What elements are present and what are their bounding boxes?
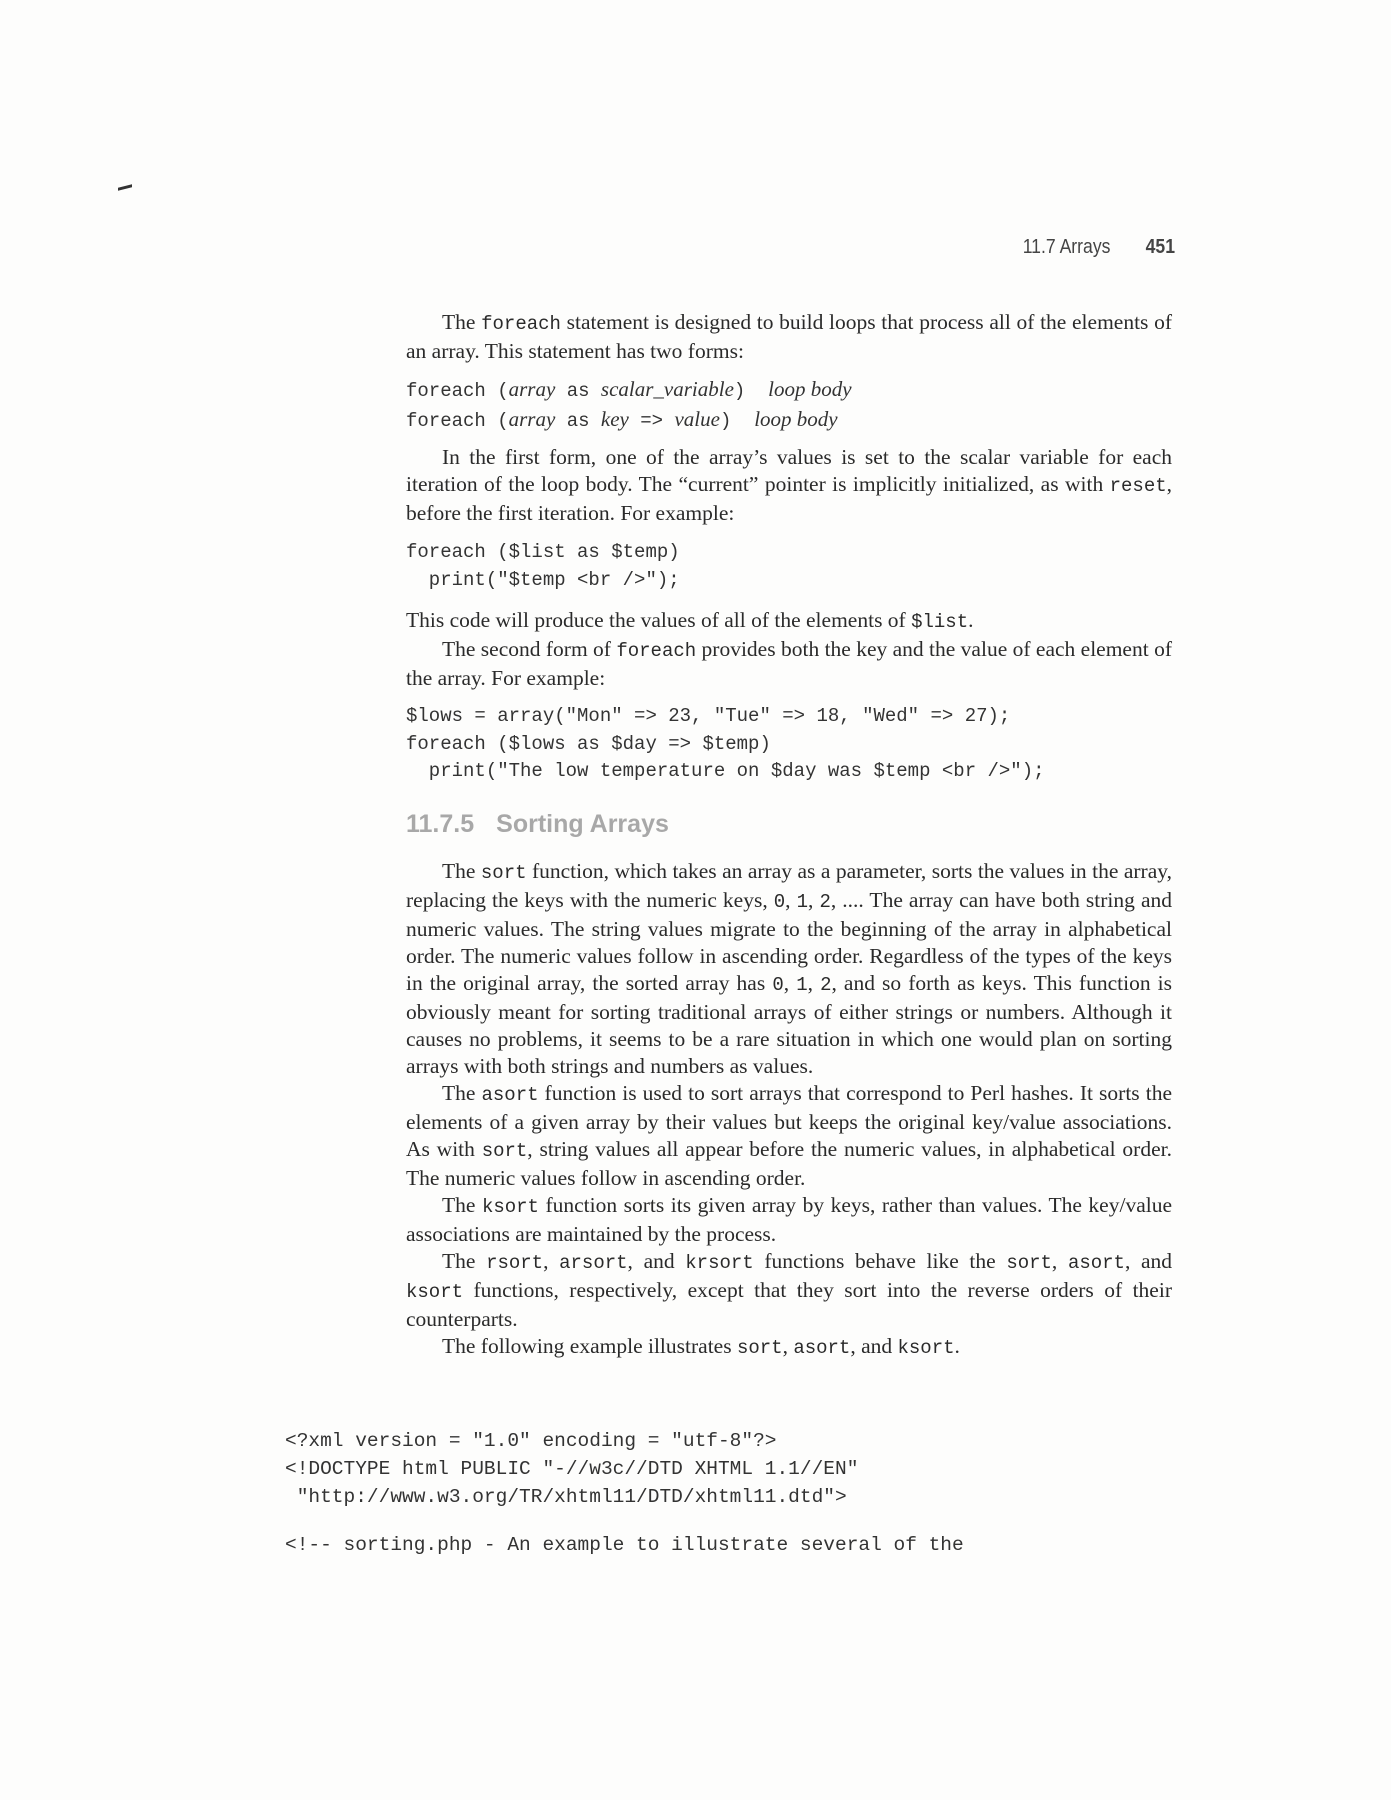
paragraph — [406, 1248, 1172, 1333]
text-run: => — [628, 409, 675, 432]
text-run: In the first form, one of the array’s values is set to the scalar variable for each iteration of the loop body. The “current” pointer is implicitly initialized, as with — [406, 445, 1172, 496]
inline-code: 0 — [772, 974, 784, 996]
inline-code: $list — [911, 611, 969, 633]
text-run: "http://www.w3.org/TR/xhtml11/DTD/xhtml11.dtd"> — [285, 1486, 847, 1508]
paragraph — [406, 1333, 1172, 1362]
text-run: , string values all appear before the numeric values, in alphabetical order. The numeric values follow in ascending order. — [406, 1137, 1172, 1190]
paragraph — [406, 636, 1172, 692]
inline-code: asort — [481, 1084, 539, 1106]
code-line — [406, 731, 1045, 759]
code-example-1 — [406, 539, 680, 594]
text-run: <!-- sorting.php - An example to illustrate several of the — [285, 1533, 964, 1556]
italic-text: value — [674, 406, 720, 431]
text-run: function, which takes an array as a parameter, sorts the values in the array, replacing the keys with the numeric keys, — [406, 859, 1172, 912]
inline-code: sort — [481, 1140, 528, 1162]
text-run: The — [442, 310, 482, 334]
inline-code: reset — [1109, 475, 1167, 497]
text-run: , and — [627, 1249, 686, 1273]
inline-code: 1 — [796, 974, 808, 996]
section-heading-title: Sorting Arrays — [496, 810, 669, 838]
text-run: , — [783, 971, 797, 995]
inline-code: 0 — [773, 891, 786, 913]
inline-code: ksort — [406, 1281, 464, 1303]
code-line — [285, 1427, 964, 1455]
page-number: 451 — [1145, 236, 1175, 258]
text-run: , — [543, 1249, 560, 1273]
code-line — [406, 703, 1045, 731]
text-run: , — [785, 888, 797, 912]
inline-code: ksort — [481, 1196, 539, 1218]
italic-text: loop body — [768, 377, 852, 401]
text-run: , and — [850, 1334, 898, 1358]
code-line — [285, 1483, 964, 1511]
text-run: foreach ($list as $temp) — [406, 541, 680, 563]
section-number: 11.7.5 — [406, 810, 475, 838]
code-line — [285, 1455, 964, 1483]
text-run: statement is designed to build loops that process all of the elements of an array. This statement has two forms: — [406, 310, 1173, 363]
first-form-paragraph — [406, 444, 1172, 527]
text-run: as — [555, 409, 601, 432]
text-run: <!DOCTYPE html PUBLIC "-//w3c//DTD XHTML 1.1//EN" — [285, 1458, 859, 1480]
text-run: . — [954, 1334, 960, 1358]
paragraph — [406, 1192, 1172, 1248]
text-run: $lows = array("Mon" => 23, "Tue" => 18, "Wed" => 27); — [406, 705, 1011, 727]
code-line — [406, 406, 852, 436]
text-run: The — [442, 1193, 482, 1217]
text-run: function is used to sort arrays that correspond to Perl hashes. It sorts the elements of a given array by their values but keeps the original key/value associations. As with — [406, 1081, 1172, 1161]
code-listing — [285, 1427, 964, 1559]
text-run: The — [442, 859, 481, 883]
text-run: The — [442, 1081, 482, 1105]
inline-code: sort — [736, 1337, 783, 1359]
text-run: functions, respectively, except that they sort into the reverse orders of their counterparts. — [406, 1278, 1172, 1331]
text-run: , before the first iteration. For example: — [406, 472, 1172, 525]
text-run: , — [782, 1334, 794, 1358]
text-run: , — [807, 971, 821, 995]
italic-text: scalar_variable — [600, 377, 734, 401]
italic-text: array — [508, 377, 556, 401]
text-run: <?xml version = "1.0" encoding = "utf-8"?> — [285, 1430, 777, 1452]
italic-text: key — [600, 406, 629, 431]
inline-code: foreach — [616, 640, 697, 662]
inline-code: 2 — [819, 891, 831, 913]
text-run: , .... The array can have both string and numeric values. The string values migrate to the beginning of the array in alphabetical order. The numeric values follow in ascending order. Regardless of the types of the keys in the original array, the sorted array has — [406, 888, 1172, 995]
text-run: , — [808, 888, 820, 912]
text-run: foreach ( — [406, 409, 509, 432]
text-run: , and — [1124, 1249, 1173, 1273]
code-line — [285, 1531, 964, 1559]
code-line — [285, 1511, 964, 1531]
intro-paragraph — [406, 309, 1172, 365]
italic-text: loop body — [754, 406, 838, 431]
paragraph — [406, 858, 1172, 1080]
text-run: ) — [733, 380, 769, 402]
inline-code: asort — [793, 1337, 851, 1359]
section-heading — [406, 810, 669, 839]
text-run: . — [968, 608, 974, 632]
code-line — [406, 567, 680, 595]
text-run: The following example illustrates — [442, 1334, 737, 1358]
text-run: This code will produce the values of all of the elements of — [406, 608, 912, 632]
section-title: 11.7 Arrays — [1022, 236, 1111, 258]
code-example-2 — [406, 703, 1045, 786]
text-run: , — [1051, 1249, 1068, 1273]
text-run: print("The low temperature on $day was $temp <br />"); — [406, 760, 1045, 782]
text-run: foreach ($lows as $day => $temp) — [406, 732, 771, 755]
inline-code: ksort — [897, 1337, 955, 1359]
inline-code: rsort — [486, 1252, 544, 1274]
text-run: The second form of — [442, 637, 617, 661]
text-run: ) — [719, 409, 755, 432]
text-run: as — [555, 380, 601, 402]
text-run: The — [442, 1249, 487, 1273]
running-header — [1008, 236, 1175, 259]
inline-code: 2 — [820, 974, 832, 996]
paragraph — [406, 1080, 1172, 1192]
text-run: , and so forth as keys. This function is obviously meant for sorting traditional arrays of either strings or numbers. Although it causes no problems, it seems to be a rare situation in which one would plan on sorting arrays with both strings and numbers as values. — [406, 971, 1173, 1078]
foreach-forms — [406, 376, 852, 435]
code-line — [406, 758, 1045, 786]
second-form-paragraph — [406, 607, 1172, 692]
paragraph — [406, 607, 1172, 636]
text-run: provides both the key and the value of each element of the array. For example: — [406, 637, 1172, 690]
inline-code: sort — [1006, 1252, 1052, 1274]
sorting-paragraphs — [406, 858, 1172, 1362]
paragraph — [406, 309, 1172, 365]
inline-code: 1 — [796, 891, 808, 913]
scan-mark — [118, 184, 132, 190]
text-run: function sorts its given array by keys, rather than values. The key/value associations are maintained by the process. — [406, 1193, 1172, 1246]
inline-code: foreach — [481, 313, 561, 335]
text-run: functions behave like the — [753, 1249, 1007, 1273]
inline-code: asort — [1067, 1252, 1125, 1274]
code-line — [406, 376, 852, 406]
inline-code: krsort — [685, 1252, 754, 1274]
inline-code: sort — [480, 862, 527, 884]
code-line — [406, 539, 680, 567]
italic-text: array — [508, 406, 556, 431]
text-run: foreach ( — [406, 380, 509, 402]
inline-code: arsort — [559, 1252, 628, 1274]
paragraph — [406, 444, 1172, 527]
text-run: print("$temp <br />"); — [406, 568, 680, 591]
